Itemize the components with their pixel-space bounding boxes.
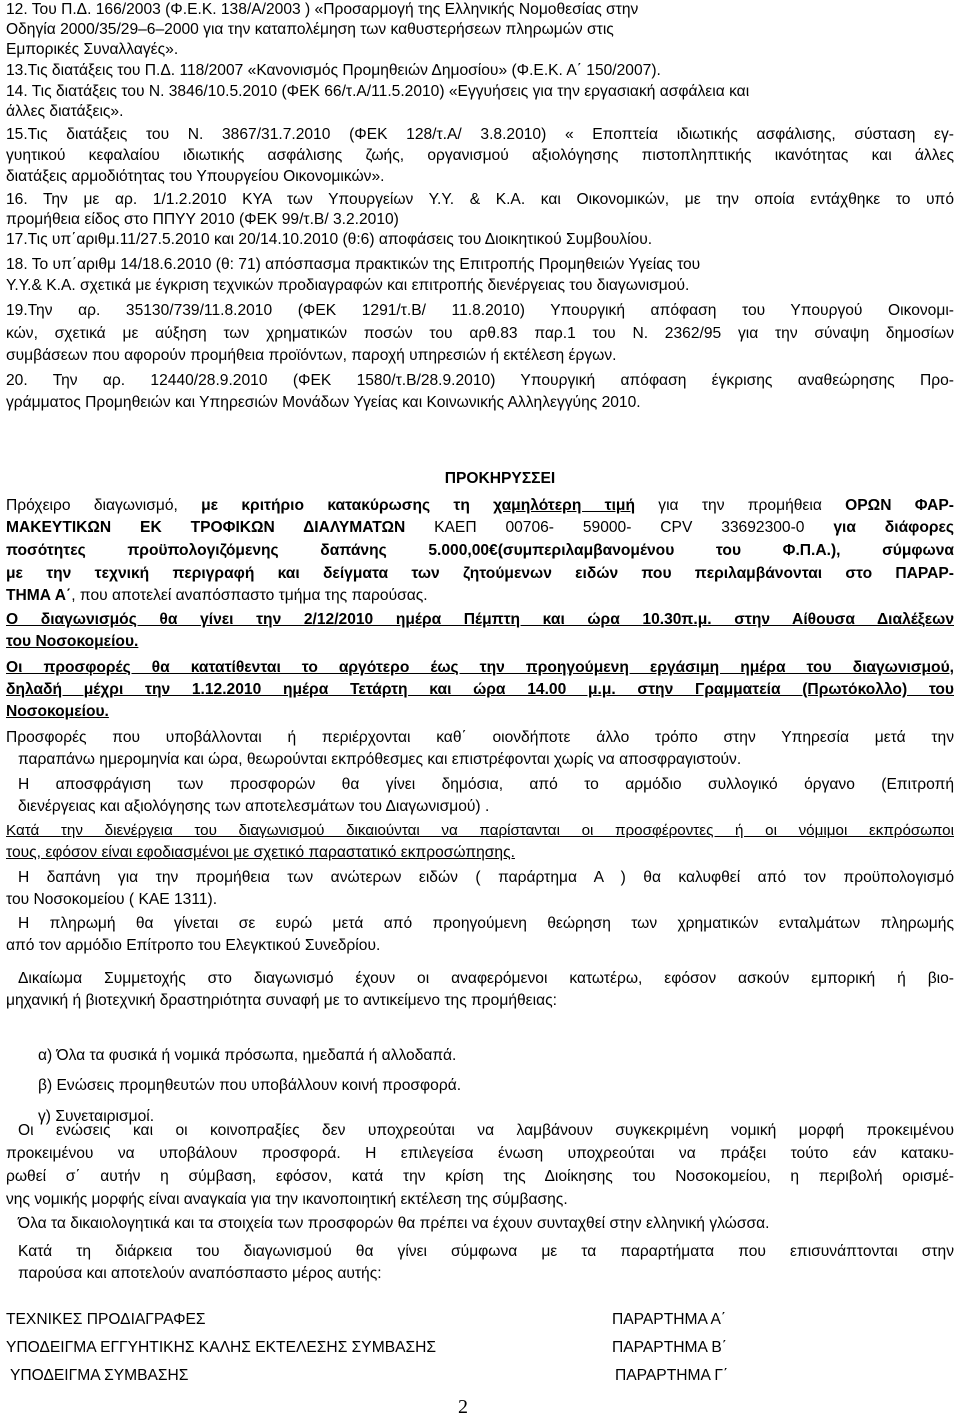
tender-line bbox=[6, 496, 954, 516]
body-line: Η δαπάνη για την προμήθεια των ανώτερων ειδών ( παράρτημα Α ) θα καλυφθεί από τον προϋπολογισμό bbox=[18, 869, 954, 886]
list-item: α) Όλα τα φυσικά ή νομικά πρόσωπα, ημεδαπά ή αλλοδαπά. bbox=[38, 1046, 457, 1064]
body-line: μηχανική ή βιοτεχνική δραστηριότητα συναφή με το αντικείμενο της προμήθειας: bbox=[6, 992, 557, 1009]
submission-line: Νοσοκομείου. bbox=[6, 703, 109, 720]
tender-date-line: Ο διαγωνισμός θα γίνει την 2/12/2010 ημέρα Πέμπτη και ώρα 10.30π.μ. στην Αίθουσα Διαλέξεων bbox=[6, 611, 954, 628]
tender-date-line: του Νοσοκομείου. bbox=[6, 633, 139, 650]
ref-line: 12. Του Π.Δ. 166/2003 (Φ.Ε.Κ. 138/Α/2003 ) «Προσαρμογή της Ελληνικής Νομοθεσίας στην bbox=[6, 1, 639, 18]
ref-line: 15.Τις διατάξεις του Ν. 3867/31.7.2010 (ΦΕΚ 128/τ.Α/ 3.8.2010) « Εποπτεία ιδιωτικής ασφάλισης, σύσταση εγ- bbox=[6, 126, 954, 143]
main-heading: ΠΡΟΚΗΡΥΣΣΕΙ bbox=[444, 470, 556, 487]
annex-ref: ΠΑΡΑΡΤΗΜΑ Γ΄ bbox=[615, 1366, 729, 1384]
body-line: παρούσα και αποτελούν αναπόσπαστο μέρος αυτής: bbox=[18, 1265, 382, 1282]
ref-line: 17.Τις υπ΄αριθμ.11/27.5.2010 και 20/14.10.2010 (θ:6) αποφάσεις του Διοικητικού Συμβουλίου. bbox=[6, 231, 653, 248]
list-item: γ) Συνεταιρισμοί. bbox=[38, 1107, 155, 1125]
ref-line: 19.Την αρ. 35130/739/11.8.2010 (ΦΕΚ 1291/τ.Β/ 11.8.2010) Υπουργική απόφαση του Υπουργού Οικονομι- bbox=[6, 302, 954, 319]
tender-product: ΜΑΚΕΥΤΙΚΩΝ ΕΚ ΤΡΟΦΙΚΩΝ ΔΙΑΛΥΜΑΤΩΝ bbox=[6, 519, 406, 536]
tender-text: , που αποτελεί αναπόσπαστο τμήμα της παρούσας. bbox=[71, 587, 428, 604]
body-line: τους, εφόσον είναι εφοδιασμένοι με σχετικό παραστατικό εκπροσώπησης. bbox=[6, 844, 515, 861]
annex-ref: ΠΑΡΑΡΤΗΜΑ Β΄ bbox=[612, 1338, 727, 1356]
tender-text: για την προμήθεια bbox=[635, 497, 846, 514]
tender-lowest-price: χαμηλότερη τιμή bbox=[493, 497, 635, 514]
annex-name: ΤΕΧΝΙΚΕΣ ΠΡΟΔΙΑΓΡΑΦΕΣ bbox=[6, 1310, 206, 1328]
tender-product: ΟΡΩΝ ΦΑΡ- bbox=[845, 497, 954, 514]
ref-line: γυητικού κεφαλαίου ιδιωτικής ασφάλισης ζωής, οργανισμού αξιολόγησης πιστοπληπτικής ικανότητας και άλλες bbox=[6, 147, 954, 164]
ref-line: 13.Τις διατάξεις του Π.Δ. 118/2007 «Κανονισμός Προμηθειών Δημοσίου» (Φ.Ε.Κ. Α΄ 150/2007). bbox=[6, 62, 661, 79]
body-line: Δικαίωμα Συμμετοχής στο διαγωνισμό έχουν οι αναφερόμενοι κατωτέρω, εφόσον ασκούν εμπορική ή βιο- bbox=[18, 970, 954, 987]
tender-criterion: με κριτήριο κατακύρωσης τη bbox=[201, 497, 494, 514]
ref-line: Οδηγία 2000/35/29–6–2000 για την καταπολέμηση των καθυστερήσεων πληρωμών στις bbox=[6, 21, 614, 38]
body-line: Όλα τα δικαιολογητικά και τα στοιχεία των προσφορών θα πρέπει να έχουν συνταχθεί στην ελληνική γλώσσα. bbox=[18, 1215, 770, 1232]
tender-line: με την τεχνική περιγραφή και δείγματα των ζητούμενων ειδών που περιλαμβάνονται στο ΠΑΡΑΡ- bbox=[6, 565, 954, 582]
tender-codes: ΚΑΕΠ 00706- 59000- CPV 33692300-0 bbox=[405, 519, 834, 536]
body-line: Οι ενώσεις και οι κοινοπραξίες δεν υποχρεούται να λαμβάνουν συγκεκριμένη νομική μορφή προκειμένου bbox=[18, 1122, 954, 1139]
ref-line: διατάξεις αρμοδιότητας του Υπουργείου Οικονομικών». bbox=[6, 168, 385, 185]
body-line: διενέργειας και αξιολόγησης των αποτελεσμάτων του Διαγωνισμού) . bbox=[18, 798, 490, 815]
annex-name: ΥΠΟΔΕΙΓΜΑ ΣΥΜΒΑΣΗΣ bbox=[10, 1366, 189, 1384]
body-line: προκειμένου να υποβάλουν προσφορά. Η επιλεγείσα ένωση υποχρεούται να πράξει τούτο εάν κατακυ- bbox=[6, 1145, 954, 1162]
body-line: Κατά την διενέργεια του διαγωνισμού δικαιούνται να παρίστανται οι προσφέροντες ή οι νόμιμοι εκπρόσωποι bbox=[6, 822, 954, 839]
ref-line: 16. Την με αρ. 1/1.2.2010 ΚΥΑ των Υπουργείων Υ.Υ. & Κ.Α. και Οικονομικών, με την οποία εντάχθηκε το υπό bbox=[6, 191, 954, 208]
ref-line: 14. Τις διατάξεις του Ν. 3846/10.5.2010 (ΦΕΚ 66/τ.Α/11.5.2010) «Εγγυήσεις για την εργασιακή ασφάλεια και bbox=[6, 83, 750, 100]
tender-line bbox=[6, 518, 954, 538]
submission-line: Οι προσφορές θα κατατίθενται το αργότερο έως την προηγούμενη εργάσιμη ημέρα του διαγωνισμού, bbox=[6, 659, 954, 676]
list-item: β) Ενώσεις προμηθευτών που υποβάλλουν κοινή προσφορά. bbox=[38, 1076, 462, 1094]
annex-name: ΥΠΟΔΕΙΓΜΑ ΕΓΓΥΗΤΙΚΗΣ ΚΑΛΗΣ ΕΚΤΕΛΕΣΗΣ ΣΥΜΒΑΣΗΣ bbox=[6, 1338, 437, 1356]
submission-line: δηλαδή μέχρι την 1.12.2010 ημέρα Τετάρτη και ώρα 14.00 μ.μ. στην Γραμματεία (Πρωτόκολλο) του bbox=[6, 681, 954, 698]
body-line: Προσφορές που υποβάλλονται ή περιέρχονται καθ΄ οιονδήποτε άλλο τρόπο στην Υπηρεσία μετά την bbox=[6, 729, 954, 746]
annex-ref: ΠΑΡΑΡΤΗΜΑ Α΄ bbox=[612, 1310, 727, 1328]
body-line: παραπάνω ημερομηνία και ώρα, θεωρούνται εκπρόθεσμες και επιστρέφονται χωρίς να αποσφραγιστούν. bbox=[18, 751, 742, 768]
page-number: 2 bbox=[458, 1396, 468, 1418]
ref-line: κών, σχετικά με αύξηση των χρηματικών ποσών του αρθ.83 παρ.1 του Ν. 2362/95 για την σύναψη δημοσίων bbox=[6, 325, 954, 342]
body-line: ρωθεί σ΄ αυτήν η σύμβαση, εφόσον, κατά την κρίση της Διοίκησης του Νοσοκομείου, η περιβολή ορισμέ- bbox=[6, 1168, 954, 1185]
body-line: του Νοσοκομείου ( ΚΑΕ 1311). bbox=[6, 891, 218, 908]
ref-line: 18. Το υπ΄αριθμ 14/18.6.2010 (θ: 71) απόσπασμα πρακτικών της Επιτροπής Προμηθειών Υγείας του bbox=[6, 256, 701, 273]
body-line: Η πληρωμή θα γίνεται σε ευρώ μετά από προηγούμενη θεώρηση των χρηματικών ενταλμάτων πληρωμής bbox=[18, 915, 954, 932]
tender-line bbox=[6, 586, 954, 606]
ref-line: γράμματος Προμηθειών και Υπηρεσιών Μονάδων Υγείας και Κοινωνικής Αλληλεγγύης 2010. bbox=[6, 394, 641, 411]
ref-line: Εμπορικές Συναλλαγές». bbox=[6, 41, 179, 58]
ref-line: 20. Την αρ. 12440/28.9.2010 (ΦΕΚ 1580/τ.Β/28.9.2010) Υπουργική απόφαση έγκρισης αναθεώρησης Προ- bbox=[6, 372, 954, 389]
annex-a-ref: ΤΗΜΑ Α΄ bbox=[6, 587, 72, 604]
body-line: νης νομικής μορφής είναι αναγκαία για την ικανοποιητική εκτέλεση της σύμβασης. bbox=[6, 1191, 568, 1208]
tender-line: ποσότητες προϋπολογιζόμενης δαπάνης 5.000,00€(συμπεριλαμβανομένου του Φ.Π.Α.), σύμφωνα bbox=[6, 542, 954, 559]
body-line: από τον αρμόδιο Επίτροπο του Ελεγκτικού Συνεδρίου. bbox=[6, 937, 381, 954]
ref-line: συμβάσεων που αφορούν προμήθεια προϊόντων, παροχή υπηρεσιών ή εκτέλεση έργων. bbox=[6, 347, 617, 364]
tender-quantities: για διάφορες bbox=[833, 519, 954, 536]
tender-text: Πρόχειρο διαγωνισμό, bbox=[6, 497, 202, 514]
ref-line: άλλες διατάξεις». bbox=[6, 103, 124, 120]
ref-line: προμήθεια είδος στο ΠΠΥΥ 2010 (ΦΕΚ 99/τ.Β/ 3.2.2010) bbox=[6, 211, 399, 228]
ref-line: Υ.Υ.& Κ.Α. σχετικά με έγκριση τεχνικών προδιαγραφών και επιτροπής διενέργειας του διαγωνισμού. bbox=[6, 277, 690, 294]
body-line: Κατά τη διάρκεια του διαγωνισμού θα γίνει σύμφωνα με τα παραρτήματα που επισυνάπτονται στην bbox=[18, 1243, 954, 1260]
body-line: Η αποσφράγιση των προσφορών θα γίνει δημόσια, από το αρμόδιο συλλογικό όργανο (Επιτροπή bbox=[18, 776, 954, 793]
